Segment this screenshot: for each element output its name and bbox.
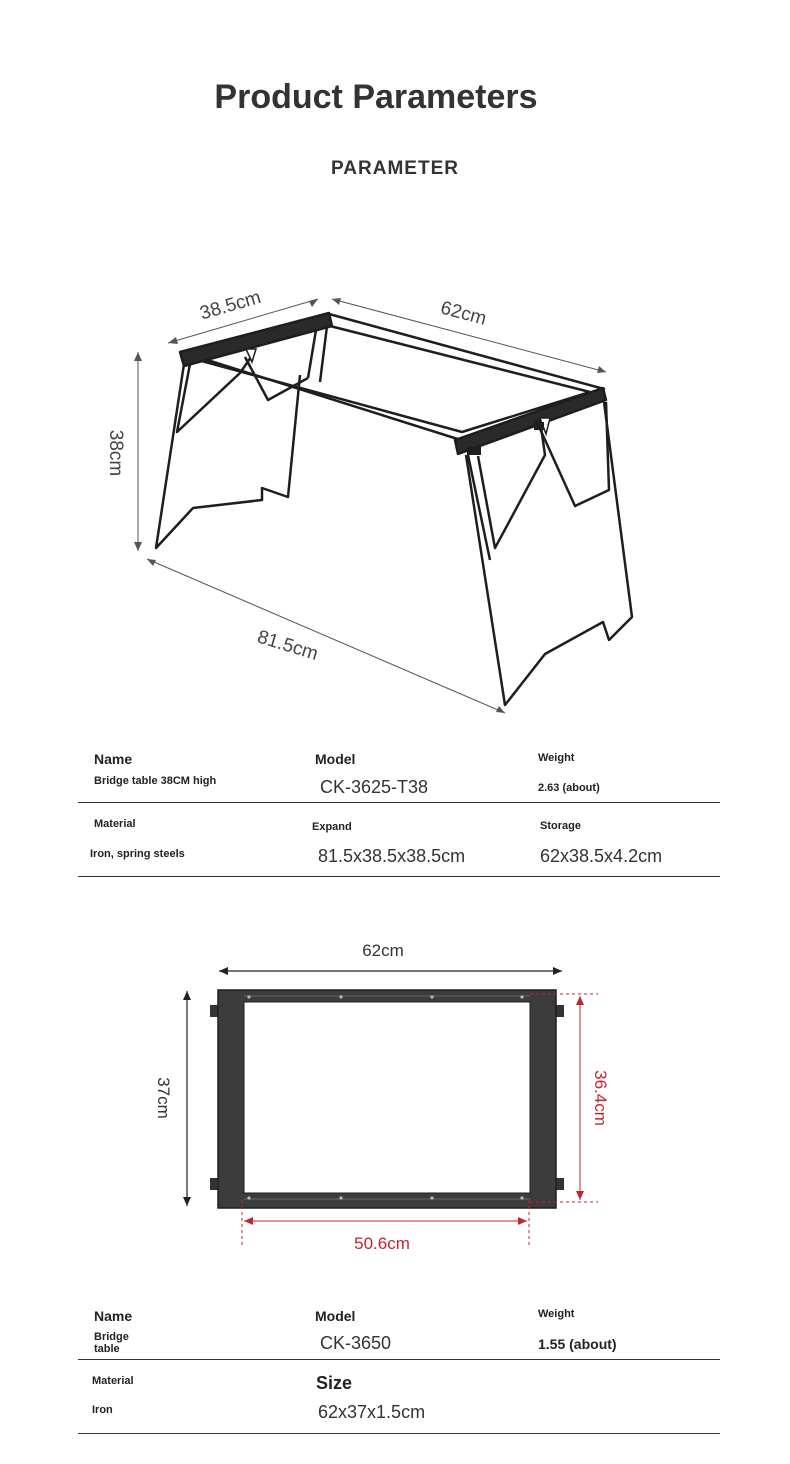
table2-model-header: Model [315,1308,356,1324]
table2-bottom-rule [78,1433,720,1434]
table1-weight-value: 2.63 (about) [538,782,600,794]
table1-divider [78,802,720,803]
table1-bottom-rule [78,876,720,877]
table2-material-value: Iron [92,1404,113,1416]
width-label: 38.5cm [197,287,264,325]
diagonal-dimension-line [147,559,505,713]
table2-material-header: Material [92,1375,134,1387]
height-label: 38cm [105,429,126,477]
table2-weight-header: Weight [538,1308,575,1320]
inner-height-label: 36.4cm [591,1070,610,1126]
table2-model-value: CK-3650 [320,1333,392,1353]
table2-name-value: Bridge table [94,1331,129,1355]
table2-name-header: Name [94,1308,133,1324]
table1-storage-value: 62x38.5x4.2cm [540,846,663,866]
table1-material-value: Iron, spring steels [90,848,185,860]
table2-size-header: Size [316,1373,353,1393]
table2-divider [78,1359,720,1360]
frame-height-label: 37cm [154,1077,173,1119]
table1-expand-value: 81.5x38.5x38.5cm [318,846,466,866]
table-frame [156,313,632,705]
table1-model-header: Model [315,751,356,767]
table1-name-value: Bridge table 38CM high [94,775,217,787]
inner-width-label: 50.6cm [354,1234,410,1253]
table1-storage-header: Storage [540,820,581,832]
length-label: 62cm [438,297,489,330]
diagonal-label: 81.5cm [254,626,321,665]
table1-expand-header: Expand [312,821,352,833]
page-subtitle: PARAMETER [331,158,459,179]
frame-body [210,990,564,1208]
page-title: Product Parameters [214,78,538,116]
table1-model-value: CK-3625-T38 [320,777,429,797]
right-end-plate [455,388,606,454]
table1-name-header: Name [94,751,133,767]
table2-size-value: 62x37x1.5cm [318,1402,426,1422]
table1-material-header: Material [94,818,136,830]
table1-weight-header: Weight [538,752,575,764]
frame-width-label: 62cm [362,941,404,960]
table2-weight-value: 1.55 (about) [538,1336,617,1352]
